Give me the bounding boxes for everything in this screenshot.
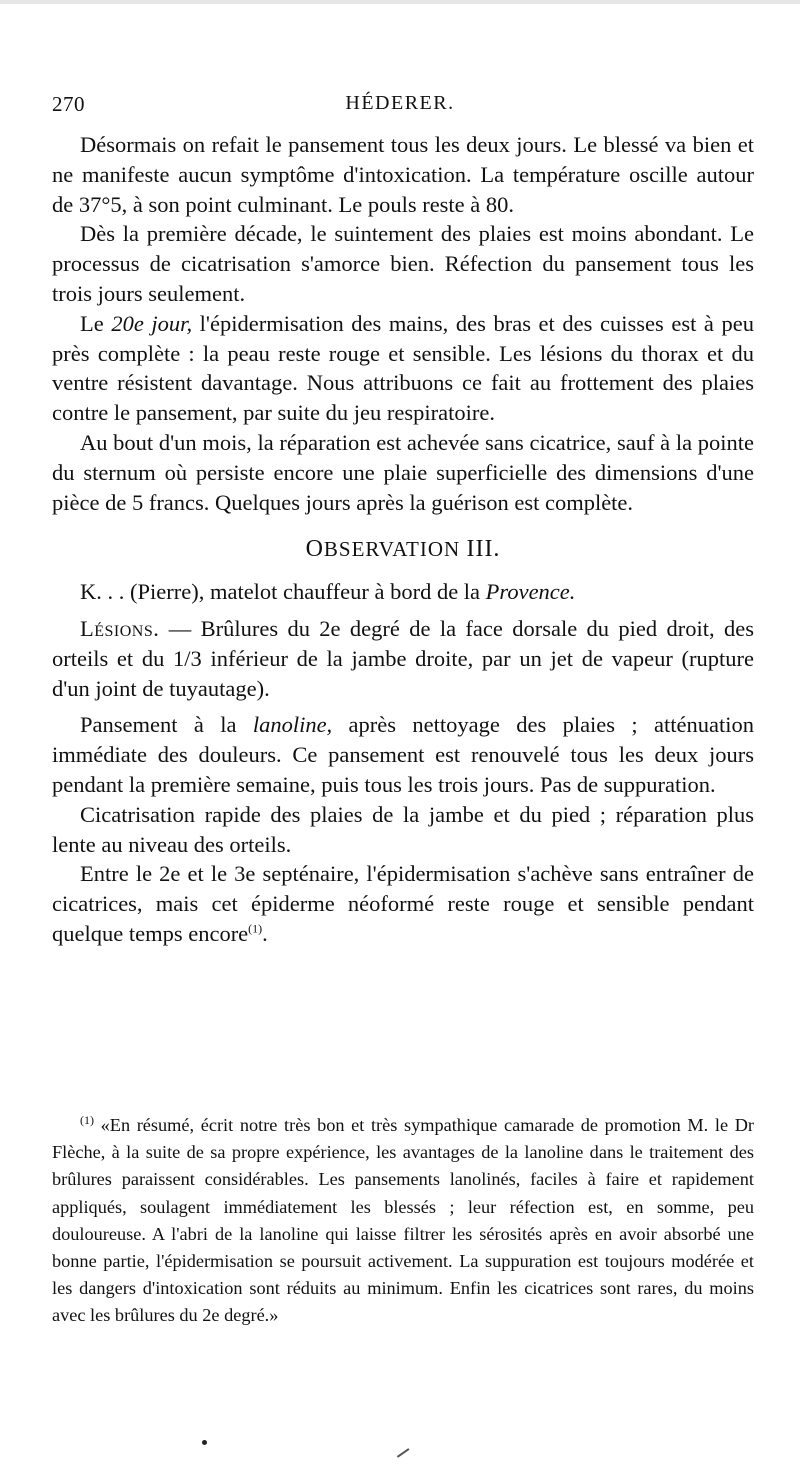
scan-edge xyxy=(0,0,800,4)
page-number: 270 xyxy=(52,92,85,116)
observation-heading-number: III. xyxy=(466,536,501,563)
day-20-label: 20e jour, xyxy=(111,310,193,336)
paragraph-3-prefix: Le xyxy=(80,310,112,336)
scan-mark xyxy=(397,1448,409,1457)
dressing-prefix: Pansement à la xyxy=(80,712,253,738)
observation-heading-word: BSERVATION xyxy=(323,537,461,562)
lesions-paragraph xyxy=(52,614,754,703)
paragraph-2: Dès la première décade, le suintement des plaies est moins abondant. Le processus de cicatrisation s'amorce bien. Réfection du pansement tous les trois jours seulement. xyxy=(52,221,754,306)
footnote-area xyxy=(52,1112,754,1330)
lesions-label: Lésions. xyxy=(80,615,160,641)
healing-paragraph: Cicatrisation rapide des plaies de la jambe et du pied ; réparation plus lente au niveau des orteils. xyxy=(52,801,754,857)
ship-name: Provence. xyxy=(485,579,576,605)
patient-line xyxy=(52,577,754,607)
observation-heading xyxy=(52,535,754,565)
final-end: . xyxy=(262,920,268,946)
scan-speck xyxy=(202,1440,207,1445)
body-text xyxy=(52,130,754,949)
final-text: Entre le 2e et le 3e septénaire, l'épidermisation s'achève sans entraîner de cicatrices, mais cet épiderme néoformé reste rouge et sensible pendant quelque temps encore xyxy=(52,861,754,946)
observation-heading-initial: O xyxy=(305,536,324,563)
footnote-text: «En résumé, écrit notre très bon et très sympathique camarade de promotion M. le Dr Flèche, à la suite de sa propre expérience, les avantages de la lanoline dans le traitement des brûlures paraissent considérables. Les pansements lanolinés, faciles à faire et rapidement appliqués, soulagent immédiatement les blessés ; leur réfection est, en somme, peu douloureuse. A l'abri de la lanoline qui laisse filtrer les sérosités après en avoir absorbé une bonne partie, l'épidermisation se poursuit activement. La suppuration est toujours modérée et les dangers d'intoxication sont réduits au minimum. Enfin les cicatrices sont rares, du moins avec les brûlures du 2e degré.» xyxy=(52,1115,754,1326)
footnote-1 xyxy=(52,1112,754,1330)
dressing-text: après nettoyage des plaies ; atténuation immédiate des douleurs. Ce pansement est renouvelé tous les deux jours pendant la première semaine, puis tous les trois jours. Pas de suppuration. xyxy=(52,712,754,797)
paragraph-3 xyxy=(52,309,754,428)
paragraph-1: Désormais on refait le pansement tous les deux jours. Le blessé va bien et ne manifeste aucun symptôme d'intoxication. La température oscille autour de 37°5, à son point culminant. Le pouls reste à 80. xyxy=(52,132,754,217)
footnote-marker: (1) xyxy=(80,1112,94,1127)
dressing-paragraph xyxy=(52,710,754,799)
paragraph-4: Au bout d'un mois, la réparation est achevée sans cicatrice, sauf à la pointe du sternum où persiste encore une plaie superficielle des dimensions d'une pièce de 5 francs. Quelques jours après la guérison est complète. xyxy=(52,429,754,515)
footnote-reference: (1) xyxy=(248,921,263,936)
lesions-text: — Brûlures du 2e degré de la face dorsale du pied droit, des orteils et du 1/3 inférieur de la jambe droite, par un jet de vapeur (rupture d'un joint de tuyautage). xyxy=(52,615,754,701)
lanoline-word: lanoline, xyxy=(252,712,333,738)
patient-text: K. . . (Pierre), matelot chauffeur à bord de la xyxy=(80,579,486,605)
running-head: HÉDERER. xyxy=(345,92,455,114)
paragraph-3-text: l'épidermisation des mains, des bras et des cuisses est à peu près complète : la peau reste rouge et sensible. Les lésions du thorax et du ventre résistent davantage. Nous attribuons ce fait au frottement des plaies contre le pansement, par suite du jeu respiratoire. xyxy=(52,310,755,426)
final-paragraph xyxy=(52,859,754,948)
